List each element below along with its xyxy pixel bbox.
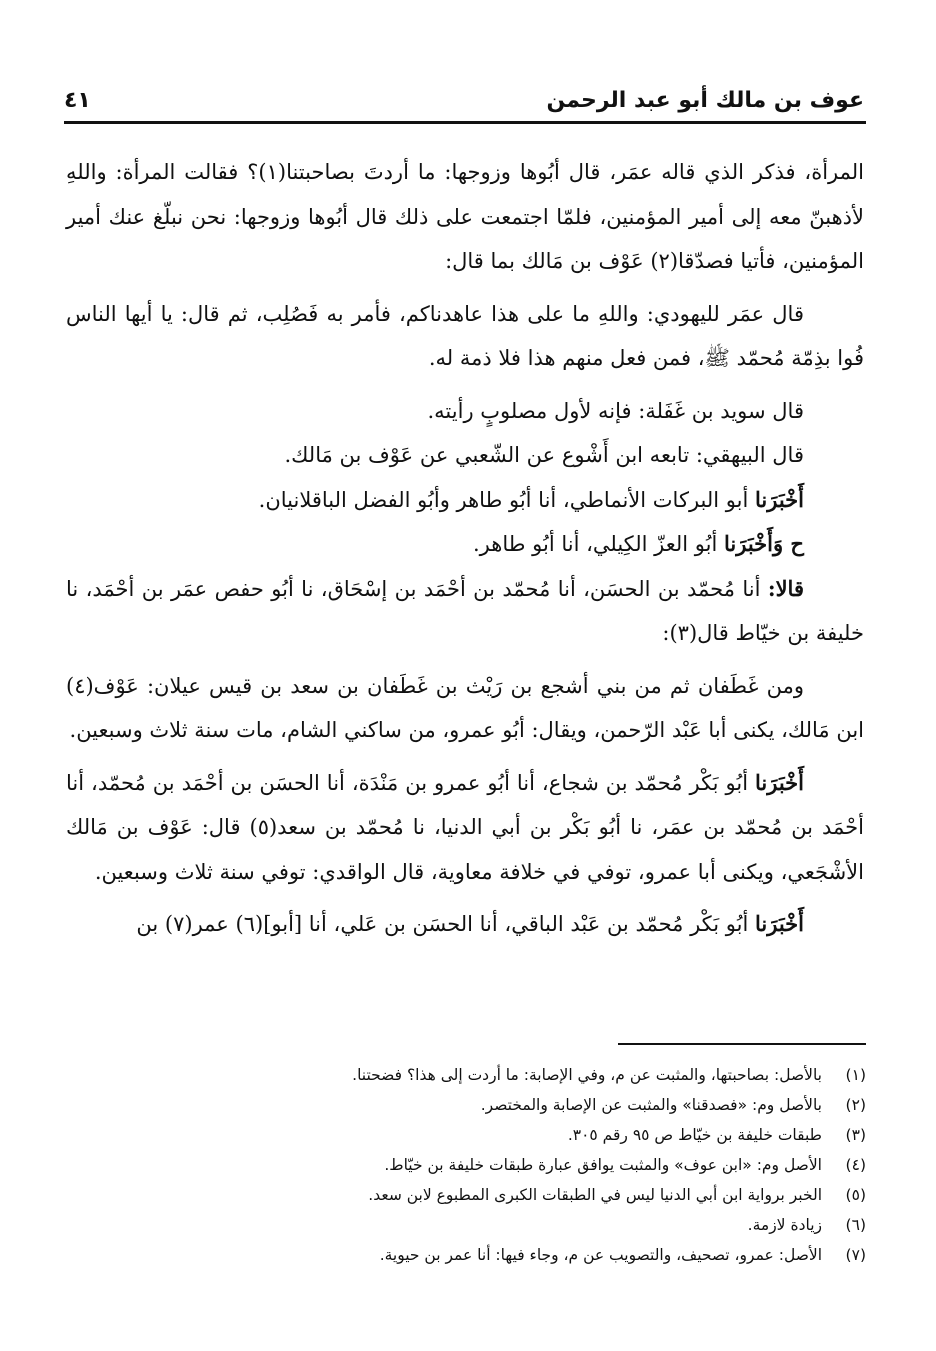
footnote-text: الأصل وم: «ابن عوف» والمثبت يوافق عبارة طبقات خليفة بن خيّاط. <box>384 1156 822 1174</box>
footnote <box>120 1120 866 1150</box>
paragraph <box>66 567 864 656</box>
paragraph <box>66 150 864 284</box>
isnad-lead: أَخْبَرَنا <box>755 911 804 936</box>
footnote-number: (٢) <box>845 1096 866 1114</box>
footnote-number: (١) <box>845 1066 866 1084</box>
footnote-separator <box>618 1043 866 1045</box>
footnote-text: طبقات خليفة بن خيّاط ص ٩٥ رقم ٣٠٥. <box>567 1126 822 1144</box>
footnote-number: (٥) <box>845 1186 866 1204</box>
footnote-text: زيادة لازمة. <box>747 1216 822 1234</box>
paragraph-text: قال البيهقي: تابعه ابن أَشْوع عن الشّعبي عن عَوْف بن مَالك. <box>284 443 804 467</box>
footnote <box>120 1150 866 1180</box>
footnote-text: الأصل: عمرو، تصحيف، والتصويب عن م، وجاء فيها: أنا عمر بن حيوية. <box>379 1246 822 1264</box>
isnad-lead: أَخْبَرَنا <box>755 769 804 795</box>
paragraph <box>66 761 864 895</box>
footnote-number: (٧) <box>845 1246 866 1264</box>
main-text <box>66 150 864 947</box>
chapter-title: عوف بن مالك أبو عبد الرحمن <box>546 88 864 113</box>
footnote <box>120 1090 866 1120</box>
footnote <box>120 1240 866 1270</box>
paragraph-text: قال عمَر لليهودي: واللهِ ما على هذا عاهدناكم، فأمر به فَصُلِب، ثم قال: يا أيها الناس فُوا بذِمّة مُحمّد ﷺ، فمن فعل منهم هذا فلا ذمة له. <box>66 301 864 370</box>
isnad-lead: قالا: <box>767 575 804 601</box>
header-rule <box>64 121 866 124</box>
footnote-text: بالأصل: بصاحبتها، والمثبت عن م، وفي الإصابة: ما أردت إلى هذا؟ فضحتنا. <box>352 1066 822 1084</box>
footnote <box>120 1210 866 1240</box>
paragraph-text: أبو البركات الأنماطي، أنا أبُو طاهر وأبُو الفضل الباقلانيان. <box>258 487 749 512</box>
footnote-text: الخبر برواية ابن أبي الدنيا ليس في الطبقات الكبرى المطبوع لابن سعد. <box>368 1186 822 1204</box>
paragraph <box>66 389 864 434</box>
footnote <box>120 1180 866 1210</box>
paragraph <box>66 902 864 947</box>
paragraph-text: ومن غَطَفان ثم من بني أشجع بن رَيْث بن غَطَفان بن سعد بن قيس عيلان: عَوْف(٤) ابن مَالك، يكنى أبا عَبْد الرّحمن، ويقال: أبُو عمرو، من ساكني الشام، مات سنة ثلاث وسبعين. <box>66 673 864 742</box>
paragraph <box>66 478 864 523</box>
paragraph-text: أنا مُحمّد بن الحسَن، أنا مُحمّد بن أحْمَد بن إسْحَاق، نا أبُو حفص عمَر بن أحْمَد، نا خليفة بن خيّاط قال(٣): <box>66 576 864 645</box>
footnote-number: (٦) <box>845 1216 866 1234</box>
isnad-lead: أَخْبَرَنا <box>755 486 804 512</box>
isnad-lead: ح وَأَخْبَرَنا <box>724 531 804 556</box>
paragraph-text: أبُو بَكْر مُحمّد بن شجاع، أنا أبُو عمرو بن مَنْدَة، أنا الحسَن بن أحْمَد بن مُحمّد، أنا أحْمَد بن مُحمّد بن عمَر، نا أبُو بَكْر بن أبي الدنيا، نا مُحمّد بن سعد(٥) قال: عَوْف بن مَالك الأشْجَعي، ويكنى أبا عمرو، توفي في خلافة معاوية، قال الواقدي: توفي سنة ثلاث وسبعين. <box>66 770 864 884</box>
running-header <box>64 86 864 120</box>
footnotes <box>120 1060 866 1270</box>
page-number: ٤١ <box>64 88 91 113</box>
footnote <box>120 1060 866 1090</box>
paragraph <box>66 433 864 478</box>
paragraph <box>66 292 864 381</box>
footnote-text: بالأصل وم: «فصدقنا» والمثبت عن الإصابة والمختصر. <box>480 1096 822 1114</box>
paragraph <box>66 664 864 753</box>
paragraph-text: المرأة، فذكر الذي قاله عمَر، قال أبُوها وزوجها: ما أردتَ بصاحبتنا(١)؟ فقالت المرأة: واللهِ لأذهبنّ معه إلى أمير المؤمنين، فلمّا اجتمعت على ذلك قال أبُوها وزوجها: نحن نبلّغ عنك أمير المؤمنين، فأتيا فصدّقا(٢) عَوْف بن مَالك بما قال: <box>66 160 864 273</box>
paragraph-text: قال سويد بن غَفَلة: فإنه لأول مصلوبٍ رأيته. <box>427 398 804 423</box>
paragraph-text: أبُو العزّ الكِيلي، أنا أبُو طاهر. <box>473 532 718 556</box>
paragraph-text: أبُو بَكْر مُحمّد بن عَبْد الباقي، أنا الحسَن بن عَلي، أنا [أبو](٦) عمر(٧) بن <box>136 912 749 936</box>
footnote-number: (٤) <box>845 1156 866 1174</box>
paragraph <box>66 522 864 567</box>
footnote-number: (٣) <box>845 1126 866 1144</box>
